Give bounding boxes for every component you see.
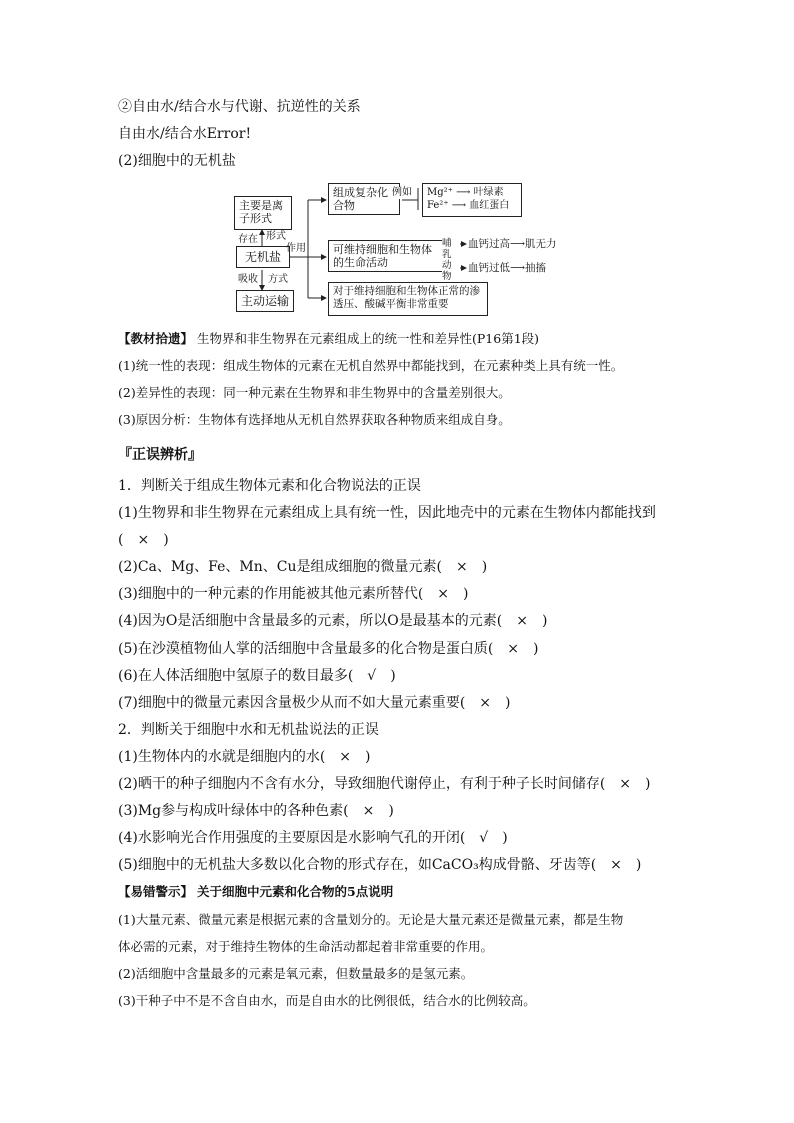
example-label: 例如	[392, 187, 412, 198]
textbook-section-heading	[118, 330, 539, 348]
inorganic-salt-box: 无机盐	[236, 246, 290, 268]
textbook-item-2: (2)差异性的表现：同一种元素在生物界和非生物界中的含量差别很大。	[118, 385, 511, 400]
mammal-label: 哺乳动物	[442, 238, 460, 282]
active-transport-box: 主动运输	[236, 290, 294, 312]
inorganic-salt-diagram	[230, 180, 560, 320]
judge-item-1-answer: ( × )	[118, 532, 169, 548]
subtopic-heading: ②自由水/结合水与代谢、抗逆性的关系	[118, 99, 361, 115]
way-label: 方式	[268, 274, 288, 285]
judge-item-5: (5)在沙漠植物仙人掌的活细胞中含量最多的化合物是蛋白质( × )	[118, 641, 539, 657]
judge2-item-3: (3)Mg参与构成叶绿体中的各种色素( × )	[118, 803, 394, 819]
judge2-item-5: (5)细胞中的无机盐大多数以化合物的形式存在，如CaCO₃构成骨骼、牙齿等( × )	[118, 857, 642, 873]
ion-form-box: 主要是离子形式	[234, 196, 292, 230]
osmotic-pressure-box: 对于维持细胞和生物体正常的渗透压、酸碱平衡非常重要	[328, 282, 488, 316]
warning-item-2: (2)活细胞中含量最多的元素是氧元素，但数量最多的是氢元素。	[118, 966, 474, 981]
judge2-item-1: (1)生物体内的水就是细胞内的水( × )	[118, 749, 371, 765]
judge-subsection-2: 2．判断关于细胞中水和无机盐说法的正误	[118, 722, 379, 738]
textbook-heading-text: 生物界和非生物界在元素组成上的统一性和差异性(P16第1段)	[197, 331, 540, 346]
warning-item-1a: (1)大量元素、微量元素是根据元素的含量划分的。无论是大量元素还是微量元素，都是生物	[118, 912, 624, 927]
life-activity-box: 可维持细胞和生物体的生命活动	[328, 240, 446, 272]
judge-item-6: (6)在人体活细胞中氢原子的数目最多( √ )	[118, 668, 396, 684]
textbook-item-3: (3)原因分析：生物体有选择地从无机自然界获取各种物质来组成自身。	[118, 412, 511, 427]
textbook-item-1: (1)统一性的表现：组成生物体的元素在无机自然界中都能找到，在元素种类上具有统一性。	[118, 358, 624, 373]
judge-subsection-1: 1．判断关于组成生物体元素和化合物说法的正误	[118, 478, 421, 494]
form-label: 形式	[266, 231, 286, 242]
judge-section-title: 『正误辨析』	[118, 447, 202, 463]
judge-item-3: (3)细胞中的一种元素的作用能被其他元素所替代( × )	[118, 586, 469, 602]
judge-item-1: (1)生物界和非生物界在元素组成上具有统一性，因此地壳中的元素在生物体内都能找到	[118, 505, 656, 521]
low-calcium-text: 血钙过低⟶抽搐	[468, 262, 547, 274]
judge2-item-2: (2)晒干的种子细胞内不含有水分，导致细胞代谢停止，有利于种子长时间储存( × )	[118, 776, 651, 792]
warning-tag: 【易错警示】	[118, 884, 194, 899]
warning-heading-text: 关于细胞中元素和化合物的5点说明	[197, 884, 394, 899]
warning-item-3: (3)干种子中不是不含自由水，而是自由水的比例很低，结合水的比例较高。	[118, 993, 536, 1008]
judge2-item-4: (4)水影响光合作用强度的主要原因是水影响气孔的开闭( √ )	[118, 830, 508, 846]
high-calcium-text: 血钙过高⟶肌无力	[468, 238, 557, 250]
ratio-line: 自由水/结合水Error!	[118, 126, 252, 142]
judge-item-4: (4)因为O是活细胞中含量最多的元素，所以O是最基本的元素( × )	[118, 613, 548, 629]
absorb-label: 吸收	[238, 274, 258, 285]
mg-example: Mg²⁺ ⟶ 叶绿素	[427, 187, 504, 198]
exist-label: 存在	[238, 234, 258, 245]
complex-compound-box: 组成复杂化合物	[328, 183, 400, 215]
judge-item-7: (7)细胞中的微量元素因含量极少从而不如大量元素重要( × )	[118, 695, 511, 711]
role-label: 作用	[286, 243, 306, 254]
section-heading-inorganic-salt: (2)细胞中的无机盐	[118, 153, 236, 169]
judge-item-2: (2)Ca、Mg、Fe、Mn、Cu是组成细胞的微量元素( × )	[118, 559, 488, 575]
textbook-tag: 【教材拾遗】	[118, 331, 194, 346]
fe-example: Fe²⁺ ⟶ 血红蛋白	[427, 200, 510, 211]
warning-section-heading	[118, 883, 393, 901]
warning-item-1b: 体必需的元素，对于维持生物体的生命活动都起着非常重要的作用。	[118, 939, 494, 954]
ion-examples-box	[422, 183, 522, 217]
